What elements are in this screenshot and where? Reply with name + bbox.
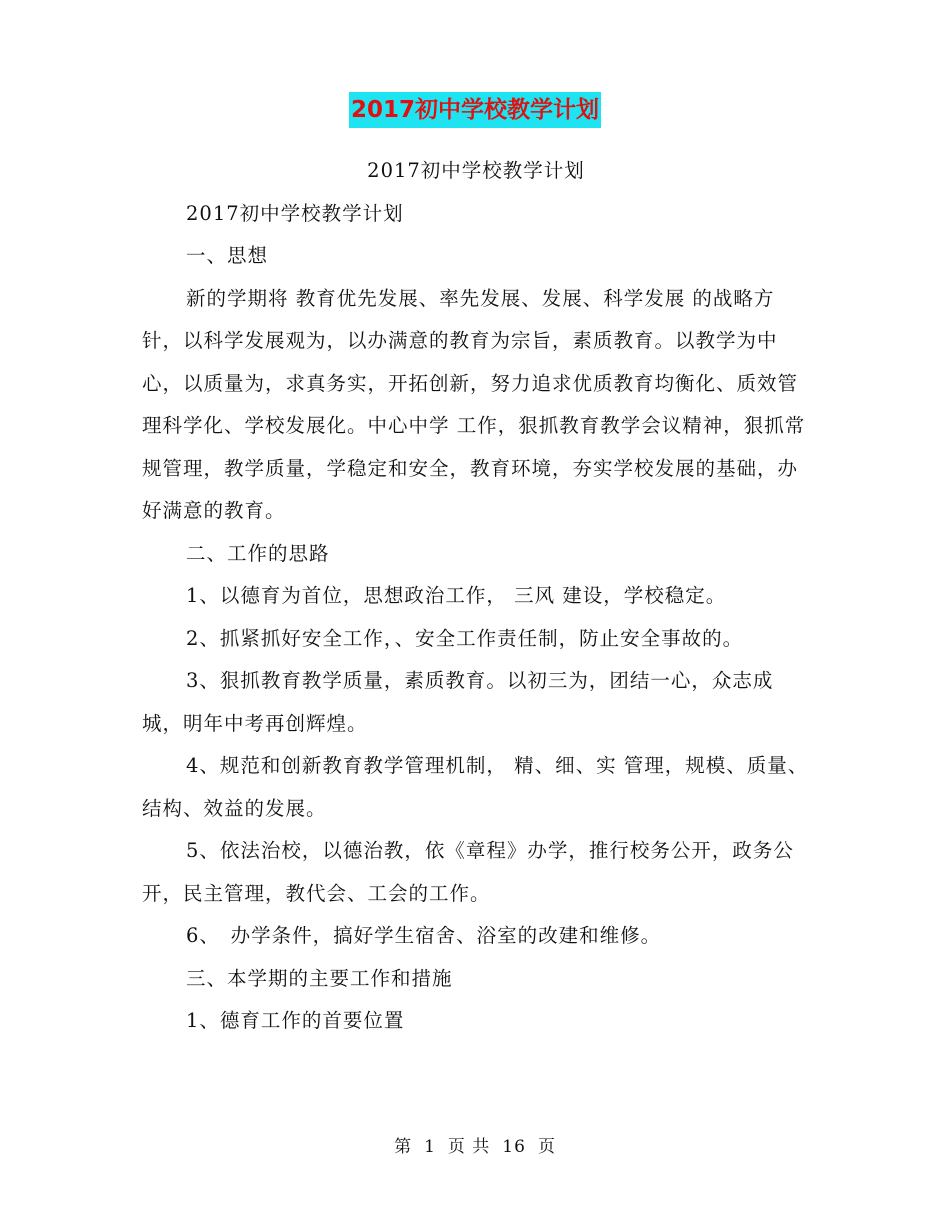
page-footer: [0, 1132, 950, 1157]
section-heading: 二、工作的思路: [186, 541, 330, 565]
page-total: 16: [502, 1137, 526, 1157]
list-item: 2、抓紧抓好安全工作，、安全工作责任制，防止安全事故的。: [186, 626, 744, 650]
footer-suffix: 页: [537, 1137, 556, 1157]
list-item: 3、狠抓教育教学质量，素质教育。以初三为，团结一心，众志成城，明年中考再创辉煌。: [142, 669, 774, 735]
paragraph: 新的学期将 教育优先发展、率先发展、发展、科学发展 的战略方针，以科学发展观为，以办满意的教育为宗旨，素质教育。以教学为中心，以质量为，求真务实，开拓创新，努力追求优质教育均衡化、质效管理科学化、学校发展化。中心中学 工作，狠抓教育教学会议精神，狠抓常规管理，教学质量，学稳定和安全，教育环境，夯实学校发展的基础，办好满意的教育。: [142, 286, 806, 522]
page-number: 1: [424, 1137, 436, 1157]
paragraph: 2017初中学校教学计划: [186, 201, 404, 225]
footer-middle: 页 共: [447, 1137, 491, 1157]
title-container: [0, 92, 950, 128]
list-item: 6、 办学条件，搞好学生宿舍、浴室的改建和维修。: [186, 924, 662, 947]
footer-prefix: 第: [394, 1137, 413, 1157]
document-subtitle: 2017初中学校教学计划: [367, 159, 585, 182]
document-body: [142, 150, 810, 1043]
list-item: 1、以德育为首位，思想政治工作， 三风 建设，学校稳定。: [186, 584, 727, 607]
list-item: 4、规范和创新教育教学管理机制， 精、细、实 管理，规模、质量、结构、效益的发展。: [142, 754, 809, 820]
document-title: 2017初中学校教学计划: [349, 92, 601, 128]
section-heading: 三、本学期的主要工作和措施: [186, 966, 453, 990]
list-item: 5、依法治校，以德治教，依《章程》办学，推行校务公开，政务公开，民主管理，教代会、工会的工作。: [142, 839, 794, 905]
section-heading: 一、思想: [186, 244, 269, 267]
list-item: 1、德育工作的首要位置: [186, 1009, 405, 1032]
